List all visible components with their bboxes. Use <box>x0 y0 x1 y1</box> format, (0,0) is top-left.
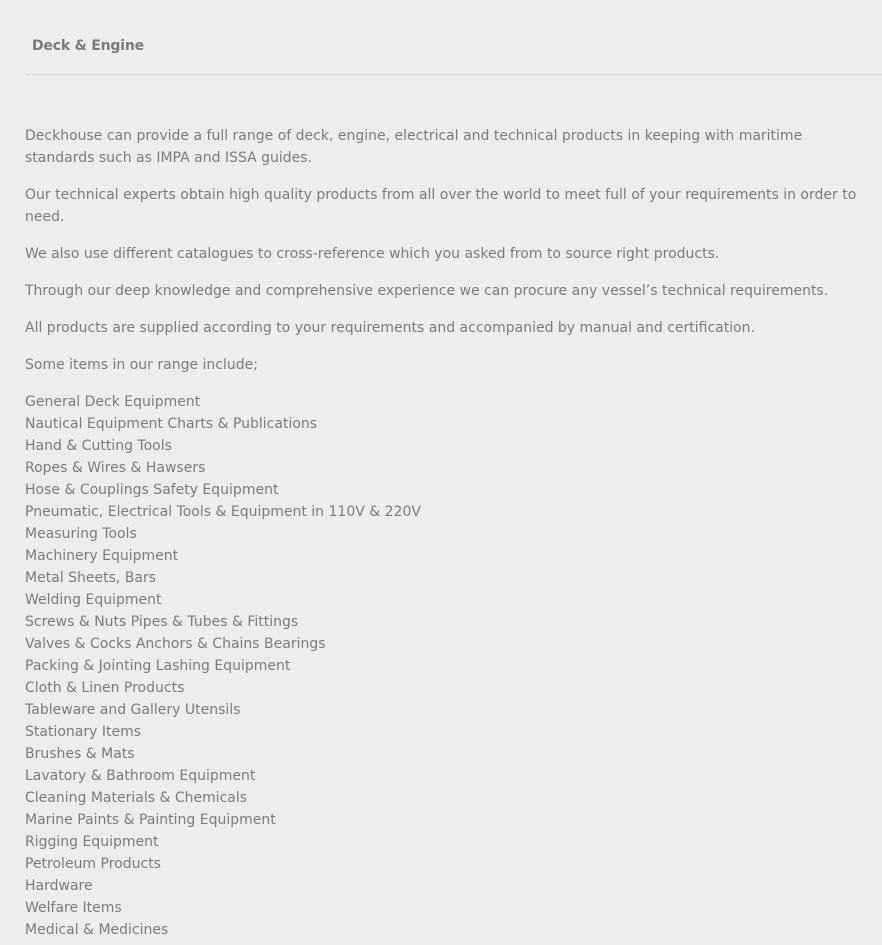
list-item: Lavatory & Bathroom Equipment <box>25 768 256 784</box>
list-item: Cleaning Materials & Chemicals <box>25 790 248 806</box>
title-divider <box>26 74 882 75</box>
intro-paragraph: Deckhouse can provide a full range of deck, engine, electrical and technical products in keeping with maritime standards such as IMPA and ISSA guides. <box>25 128 803 166</box>
catalogues-paragraph: We also use different catalogues to cross-reference which you asked from to source right products. <box>25 246 720 262</box>
list-item: Rigging Equipment <box>25 834 159 850</box>
content-section <box>25 125 870 941</box>
list-item: Welding Equipment <box>25 592 162 608</box>
list-item: Hardware <box>25 878 93 894</box>
list-item: Pneumatic, Electrical Tools & Equipment in 110V & 220V <box>25 504 421 520</box>
list-item: Brushes & Mats <box>25 746 135 762</box>
list-item: Stationary Items <box>25 724 142 740</box>
list-item: General Deck Equipment <box>25 394 201 410</box>
experts-paragraph: Our technical experts obtain high quality products from all over the world to meet full of your requirements in order to need. <box>25 187 857 225</box>
list-item: Metal Sheets, Bars <box>25 570 157 586</box>
list-item: Welfare Items <box>25 900 122 916</box>
list-item: Petroleum Products <box>25 856 161 872</box>
knowledge-paragraph: Through our deep knowledge and comprehensive experience we can procure any vessel’s technical requirements. <box>25 283 829 299</box>
page-title: Deck & Engine <box>32 38 144 54</box>
list-item: Hose & Couplings Safety Equipment <box>25 482 279 498</box>
range-intro-paragraph: Some items in our range include; <box>25 357 258 373</box>
list-item: Nautical Equipment Charts & Publications <box>25 416 318 432</box>
list-item: Medical & Medicines <box>25 922 169 938</box>
list-item: Marine Paints & Painting Equipment <box>25 812 276 828</box>
certification-paragraph: All products are supplied according to your requirements and accompanied by manual and certification. <box>25 320 756 336</box>
list-item: Packing & Jointing Lashing Equipment <box>25 658 291 674</box>
list-item: Tableware and Gallery Utensils <box>25 702 241 718</box>
list-item: Hand & Cutting Tools <box>25 438 172 454</box>
list-item: Cloth & Linen Products <box>25 680 185 696</box>
list-item: Ropes & Wires & Hawsers <box>25 460 206 476</box>
list-item: Machinery Equipment <box>25 548 179 564</box>
list-item: Valves & Cocks Anchors & Chains Bearings <box>25 636 326 652</box>
list-item: Screws & Nuts Pipes & Tubes & Fittings <box>25 614 299 630</box>
product-items-list <box>25 391 870 941</box>
list-item: Measuring Tools <box>25 526 137 542</box>
